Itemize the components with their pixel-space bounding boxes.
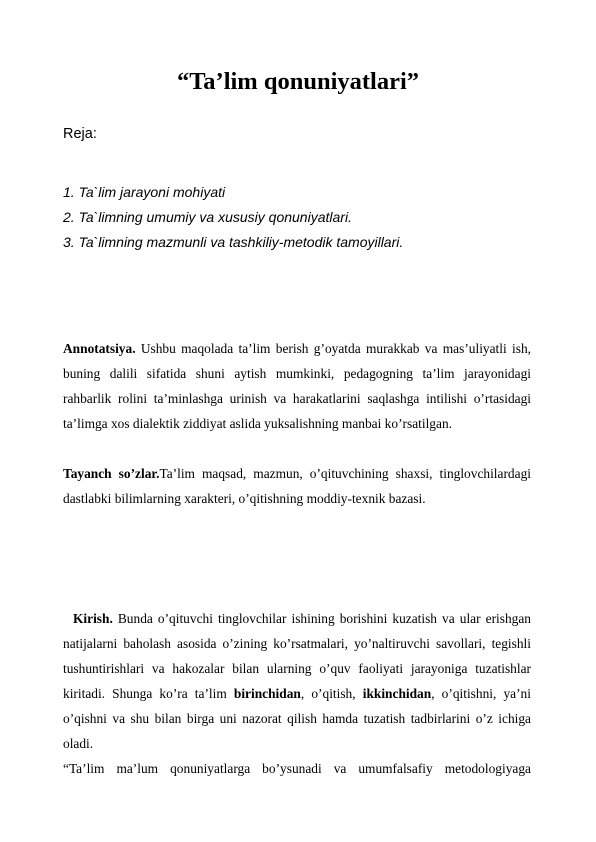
introduction-bold-1: birinchidan xyxy=(233,686,301,701)
continuation-text: “Ta’lim ma’lum qonuniyatlarga bo’ysunadi va umumfalsafiy metodologiyaga xyxy=(63,761,531,776)
annotation-text: Ushbu maqolada ta’lim berish g’oyatda murakkab va mas’uliyatli ish, buning dalili sifatida shuni aytish mumkinki, pedagogning ta’lim jarayonidagi rahbarlik rolini ta’minlashga urinish va harakatlarini saqlashga intilishi o’rtasidagi ta’limga xos dialektik ziddiyat aslida yuksalishning manbai ko’rsatilgan. xyxy=(63,341,531,431)
document-title: “Ta’lim qonuniyatlari” xyxy=(176,68,420,95)
introduction-bold-2: ikkinchidan xyxy=(362,686,432,701)
introduction-paragraph xyxy=(63,606,531,756)
annotation-paragraph xyxy=(63,336,531,436)
plan-item: 1. Ta`lim jarayoni mohiyati xyxy=(63,184,226,200)
introduction-text-3: , o’qitishni, ya’ni o’qishni va shu bilan birga uni nazorat qilish hamda tuzatish tadbirlarini o’z ichiga oladi. xyxy=(63,686,531,751)
continuation-line xyxy=(63,756,531,781)
annotation-label: Annotatsiya. xyxy=(63,341,136,356)
keywords-label: Tayanch so’zlar. xyxy=(63,466,160,481)
introduction-text-2: , o’qitish, xyxy=(300,686,363,701)
plan-item: 3. Ta`limning mazmunli va tashkiliy-metodik tamoyillari. xyxy=(63,234,404,250)
plan-item: 2. Ta`limning umumiy va xususiy qonuniyatlari. xyxy=(63,209,352,225)
plan-list xyxy=(63,180,403,255)
keywords-paragraph xyxy=(63,461,531,511)
introduction-label: Kirish. xyxy=(73,611,113,626)
keywords-text: Ta’lim maqsad, mazmun, o’qituvchining shaxsi, tinglovchilardagi dastlabki bilimlarning xarakteri, o’qitishning moddiy-texnik bazasi. xyxy=(63,466,531,506)
plan-label: Reja: xyxy=(63,126,97,142)
introduction-text-1: Bunda o’qituvchi tinglovchilar ishining borishini kuzatish va ular erishgan natijalarni baholash asosida o’zining ko’rsatmalari, yo’naltiruvchi savollari, tegishli tushuntirishlari va hakozalar bilan ularning o’quv faoliyati jarayoniga tuzatishlar kiritadi. Shunga ko’ra ta’lim xyxy=(63,611,531,701)
